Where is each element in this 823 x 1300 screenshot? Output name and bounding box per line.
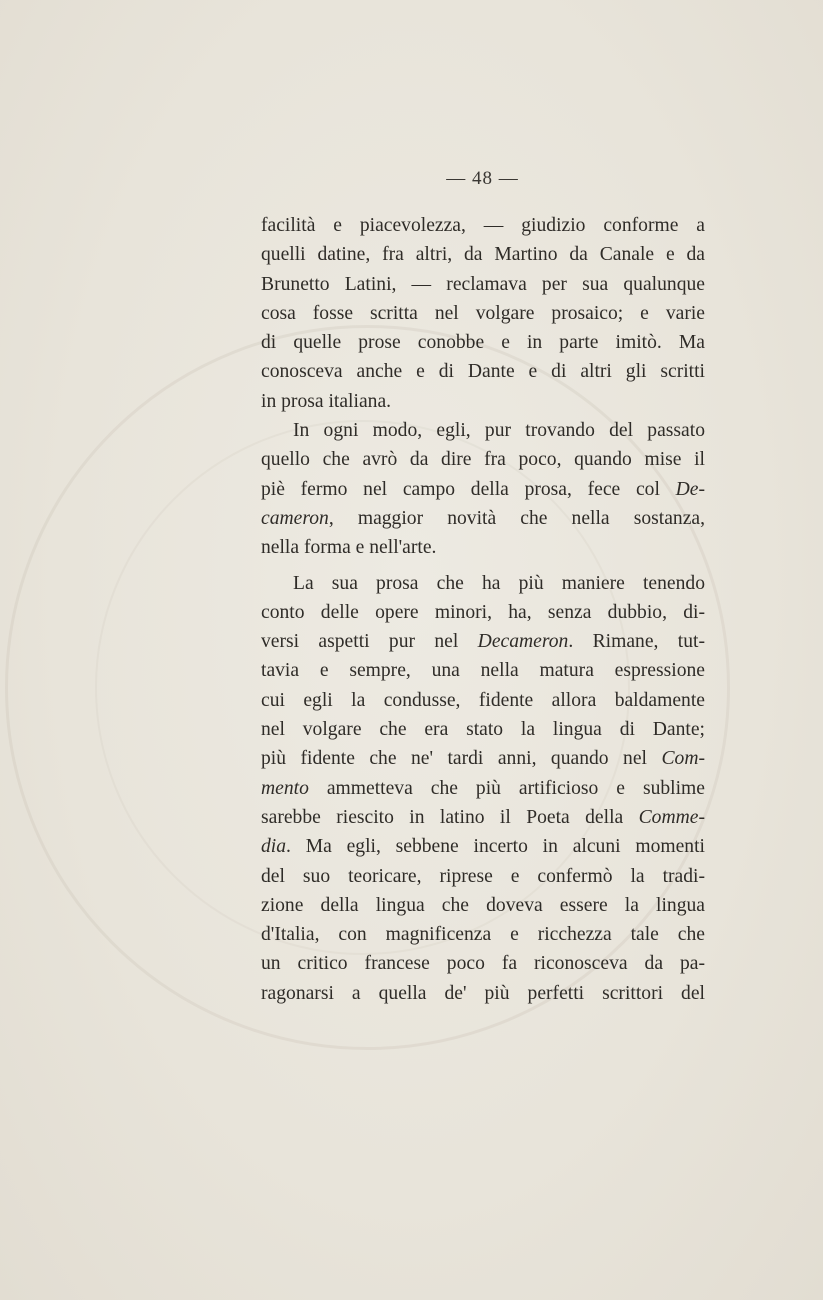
text-line: d'Italia, con magnificenza e ricchezza tale che bbox=[261, 924, 705, 946]
body-text bbox=[261, 211, 705, 1008]
italic-title: mento bbox=[261, 777, 309, 799]
italic-title: dia bbox=[261, 836, 287, 858]
text-line: conto delle opere minori, ha, senza dubbio, di- bbox=[261, 601, 705, 623]
text-line: Brunetto Latini, — reclamava per sua qualunque bbox=[261, 273, 705, 295]
text-line: In ogni modo, egli, pur trovando del passato bbox=[293, 420, 705, 442]
italic-title: Comme- bbox=[638, 806, 705, 828]
paragraph-1 bbox=[261, 211, 705, 416]
text-line: del suo teoricare, riprese e confermò la tradi- bbox=[261, 865, 705, 887]
text-line: un critico francese poco fa riconosceva da pa- bbox=[261, 953, 705, 975]
text-line: zione della lingua che doveva essere la lingua bbox=[261, 894, 705, 916]
italic-title: Com- bbox=[661, 748, 705, 770]
text-line: piè fermo nel campo della prosa, fece col De- bbox=[261, 478, 705, 500]
paragraph-3 bbox=[261, 569, 705, 1008]
text-line: più fidente che ne' tardi anni, quando nel Com- bbox=[261, 748, 705, 770]
text-line: dia. Ma egli, sebbene incerto in alcuni momenti bbox=[261, 836, 705, 858]
italic-title: De- bbox=[675, 478, 705, 500]
text-line: cosa fosse scritta nel volgare prosaico; e varie bbox=[261, 302, 705, 324]
text-line: La sua prosa che ha più maniere tenendo bbox=[293, 572, 705, 594]
text-line: cameron, maggior novità che nella sostanza, bbox=[261, 507, 705, 529]
text-line: tavia e sempre, una nella matura espressione bbox=[261, 660, 705, 682]
text-line: cui egli la condusse, fidente allora baldamente bbox=[261, 689, 705, 711]
text-line: ragonarsi a quella de' più perfetti scrittori del bbox=[261, 982, 705, 1004]
text-line: sarebbe riescito in latino il Poeta della Comme- bbox=[261, 806, 705, 828]
text-line: mento ammetteva che più artificioso e sublime bbox=[261, 777, 705, 799]
text-line: conosceva anche e di Dante e di altri gli scritti bbox=[261, 361, 705, 383]
text-line: versi aspetti pur nel Decameron. Rimane, tut- bbox=[261, 631, 705, 653]
paragraph-2 bbox=[261, 416, 705, 562]
page-number: — 48 — bbox=[446, 168, 519, 189]
text-line: quelli datine, fra altri, da Martino da Canale e da bbox=[261, 244, 705, 266]
italic-title: cameron bbox=[261, 507, 329, 529]
text-line: nella forma e nell'arte. bbox=[261, 537, 437, 559]
text-line: quello che avrò da dire fra poco, quando mise il bbox=[261, 449, 705, 471]
text-line: nel volgare che era stato la lingua di Dante; bbox=[261, 719, 705, 741]
text-line: in prosa italiana. bbox=[261, 390, 392, 412]
text-line: facilità e piacevolezza, — giudizio conforme a bbox=[261, 215, 705, 236]
italic-title: Decameron bbox=[477, 631, 569, 653]
text-line: di quelle prose conobbe e in parte imitò. Ma bbox=[261, 332, 705, 354]
